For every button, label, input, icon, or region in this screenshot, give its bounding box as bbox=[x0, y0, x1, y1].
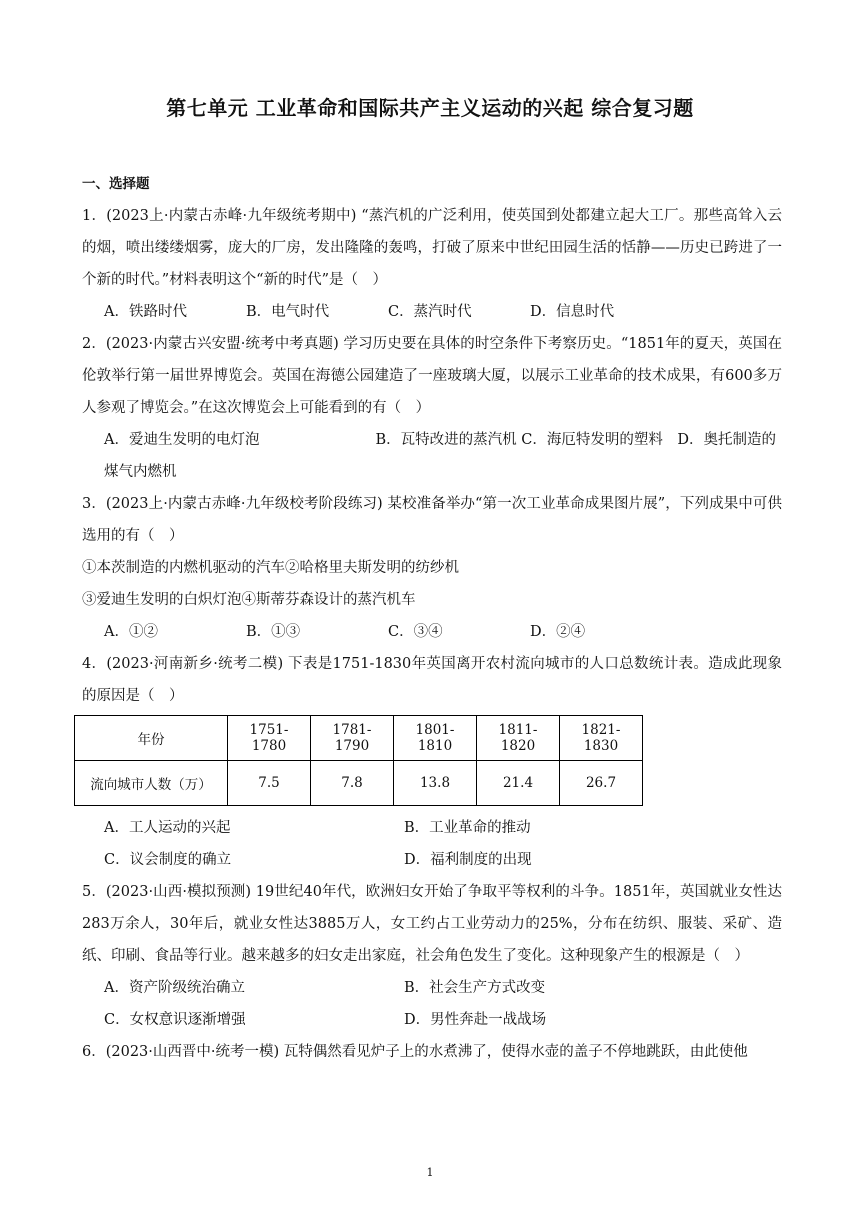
q3-option-a: A．①② bbox=[104, 624, 158, 640]
question-5-options-row-2 bbox=[82, 1004, 782, 1036]
question-2-options: A．爱迪生发明的电灯泡 B．瓦特改进的蒸汽机 C．海厄特发明的塑料 D．奥托制造的煤气内燃机 bbox=[104, 432, 776, 480]
question-5-stem: 5．(2023·山西·模拟预测) 19世纪40年代，欧洲妇女开始了争取平等权利的斗争。1851年，英国就业女性达283万余人，30年后，就业女性达3885万人，女工约占工业劳动力的25%，分布在纺织、服装、采矿、造纸、印刷、食品等行业。越来越多的妇女走出家庭，社会角色发生了变化。这种现象产生的根源是（ ） bbox=[82, 884, 782, 964]
question-1-options bbox=[82, 296, 782, 328]
q3-option-d: D．②④ bbox=[530, 624, 586, 640]
q3-option-c: C．③④ bbox=[388, 624, 443, 640]
q4-option-c: C．议会制度的确立 bbox=[104, 852, 232, 868]
document-title: 第七单元 工业革命和国际共产主义运动的兴起 综合复习题 bbox=[166, 96, 694, 120]
question-4-stem: 4．(2023·河南新乡·统考二模) 下表是1751-1830年英国离开农村流向城市的人口总数统计表。造成此现象的原因是（ ） bbox=[82, 656, 782, 704]
question-4-options-row-1 bbox=[82, 812, 782, 844]
q4-option-b: B．工业革命的推动 bbox=[404, 820, 531, 836]
section-heading: 一、选择题 bbox=[82, 176, 150, 192]
table-cell: 7.5 bbox=[228, 761, 311, 806]
question-3-options bbox=[82, 616, 782, 648]
table-header-label: 年份 bbox=[75, 716, 228, 761]
question-1-stem: 1．(2023上·内蒙古赤峰·九年级统考期中) “蒸汽机的广泛利用，使英国到处都建立起大工厂。那些高耸入云的烟，喷出缕缕烟雾，庞大的厂房，发出隆隆的轰鸣，打破了原来中世纪田园生活的恬静——历史已跨进了一个新的时代。”材料表明这个“新的时代”是（ ） bbox=[82, 208, 782, 288]
q1-option-a: A．铁路时代 bbox=[104, 304, 187, 320]
question-3-stem: 3．(2023上·内蒙古赤峰·九年级校考阶段练习) 某校准备举办“第一次工业革命成果图片展”，下列成果中可供选用的有（ ） bbox=[82, 496, 782, 544]
question-6-stem: 6．(2023·山西晋中·统考一模) 瓦特偶然看见炉子上的水煮沸了，使得水壶的盖子不停地跳跃，由此使他 bbox=[82, 1044, 748, 1060]
table-period: 1781-1790 bbox=[311, 716, 394, 761]
table-cell: 13.8 bbox=[394, 761, 477, 806]
question-3-items-line-2: ③爱迪生发明的白炽灯泡④斯蒂芬森设计的蒸汽机车 bbox=[82, 592, 416, 608]
q5-option-d: D．男性奔赴一战战场 bbox=[404, 1012, 547, 1028]
table-cell: 26.7 bbox=[560, 761, 643, 806]
q1-option-c: C．蒸汽时代 bbox=[388, 304, 472, 320]
q1-option-d: D．信息时代 bbox=[530, 304, 615, 320]
q5-option-a: A．资产阶级统治确立 bbox=[104, 980, 245, 996]
table-row-label: 流向城市人数（万） bbox=[75, 761, 228, 806]
q1-option-b: B．电气时代 bbox=[246, 304, 330, 320]
page-number: 1 bbox=[426, 1166, 434, 1179]
table-period: 1801-1810 bbox=[394, 716, 477, 761]
table-period: 1821-1830 bbox=[560, 716, 643, 761]
q4-option-a: A．工人运动的兴起 bbox=[104, 820, 231, 836]
table-period: 1811-1820 bbox=[477, 716, 560, 761]
question-2-stem: 2．(2023·内蒙古兴安盟·统考中考真题) 学习历史要在具体的时空条件下考察历史。“1851年的夏天，英国在伦敦举行第一届世界博览会。英国在海德公园建造了一座玻璃大厦，以展示工业革命的技术成果，有600多万人参观了博览会。”在这次博览会上可能看到的有（ ） bbox=[82, 336, 782, 416]
table-row bbox=[75, 761, 643, 806]
q5-option-b: B．社会生产方式改变 bbox=[404, 980, 546, 996]
population-table bbox=[74, 715, 643, 806]
q3-option-b: B．①③ bbox=[246, 624, 301, 640]
q5-option-c: C．女权意识逐渐增强 bbox=[104, 1012, 246, 1028]
question-5-options-row-1 bbox=[82, 972, 782, 1004]
q4-option-d: D．福利制度的出现 bbox=[404, 852, 532, 868]
table-period: 1751-1780 bbox=[228, 716, 311, 761]
table-header-row bbox=[75, 716, 643, 761]
table-cell: 7.8 bbox=[311, 761, 394, 806]
question-3-items-line-1: ①本茨制造的内燃机驱动的汽车②哈格里夫斯发明的纺纱机 bbox=[82, 560, 459, 576]
question-4-options-row-2 bbox=[82, 844, 782, 876]
table-cell: 21.4 bbox=[477, 761, 560, 806]
question-list bbox=[82, 172, 782, 1068]
